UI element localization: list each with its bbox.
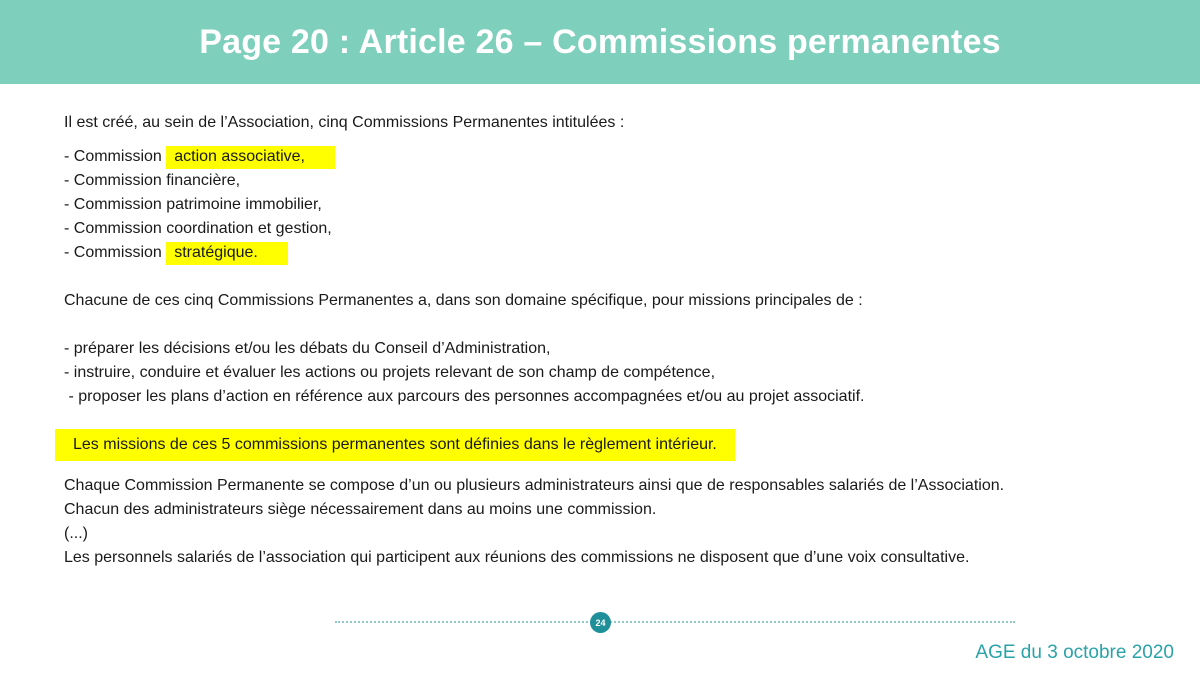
slide-body — [64, 111, 1164, 570]
paragraph-line: (...) — [64, 525, 88, 542]
list-item: - préparer les décisions et/ou les débats du Conseil d’Administration, — [64, 340, 551, 357]
slide-header — [0, 0, 1200, 84]
missions-intro: Chacune de ces cinq Commissions Permanentes a, dans son domaine spécifique, pour missions principales de : — [64, 292, 863, 309]
highlighted-text: stratégique. — [166, 242, 288, 265]
highlighted-text: action associative, — [166, 146, 335, 169]
footer-divider — [335, 621, 1015, 623]
missions-list — [64, 337, 1164, 409]
page-number-badge: 24 — [590, 612, 611, 633]
slide-title: Page 20 : Article 26 – Commissions permanentes — [199, 22, 1001, 61]
list-item: - Commission coordination et gestion, — [64, 220, 332, 237]
list-item: - Commission stratégique. — [64, 241, 1164, 265]
commission-list — [64, 145, 1164, 265]
intro-text: Il est créé, au sein de l’Association, cinq Commissions Permanentes intitulées : — [64, 114, 625, 131]
list-item: - instruire, conduire et évaluer les actions ou projets relevant de son champ de compétence, — [64, 364, 716, 381]
paragraph-line: Les personnels salariés de l’association qui participent aux réunions des commissions ne disposent que d’une voix consultative. — [64, 549, 970, 566]
composition-text — [64, 474, 1164, 570]
list-item: - Commission financière, — [64, 172, 241, 189]
paragraph-line: Chaque Commission Permanente se compose d’un ou plusieurs administrateurs ainsi que de responsables salariés de l’Association. — [64, 477, 1005, 494]
list-item: - Commission action associative, — [64, 145, 1164, 169]
highlight-row — [64, 429, 1164, 459]
highlighted-sentence: Les missions de ces 5 commissions permanentes sont définies dans le règlement intérieur. — [55, 429, 735, 461]
footer-event-label: AGE du 3 octobre 2020 — [975, 642, 1174, 663]
list-item: - proposer les plans d’action en référence aux parcours des personnes accompagnées et/ou au projet associatif. — [64, 388, 865, 405]
paragraph-line: Chacun des administrateurs siège nécessairement dans au moins une commission. — [64, 501, 657, 518]
list-item: - Commission patrimoine immobilier, — [64, 196, 322, 213]
